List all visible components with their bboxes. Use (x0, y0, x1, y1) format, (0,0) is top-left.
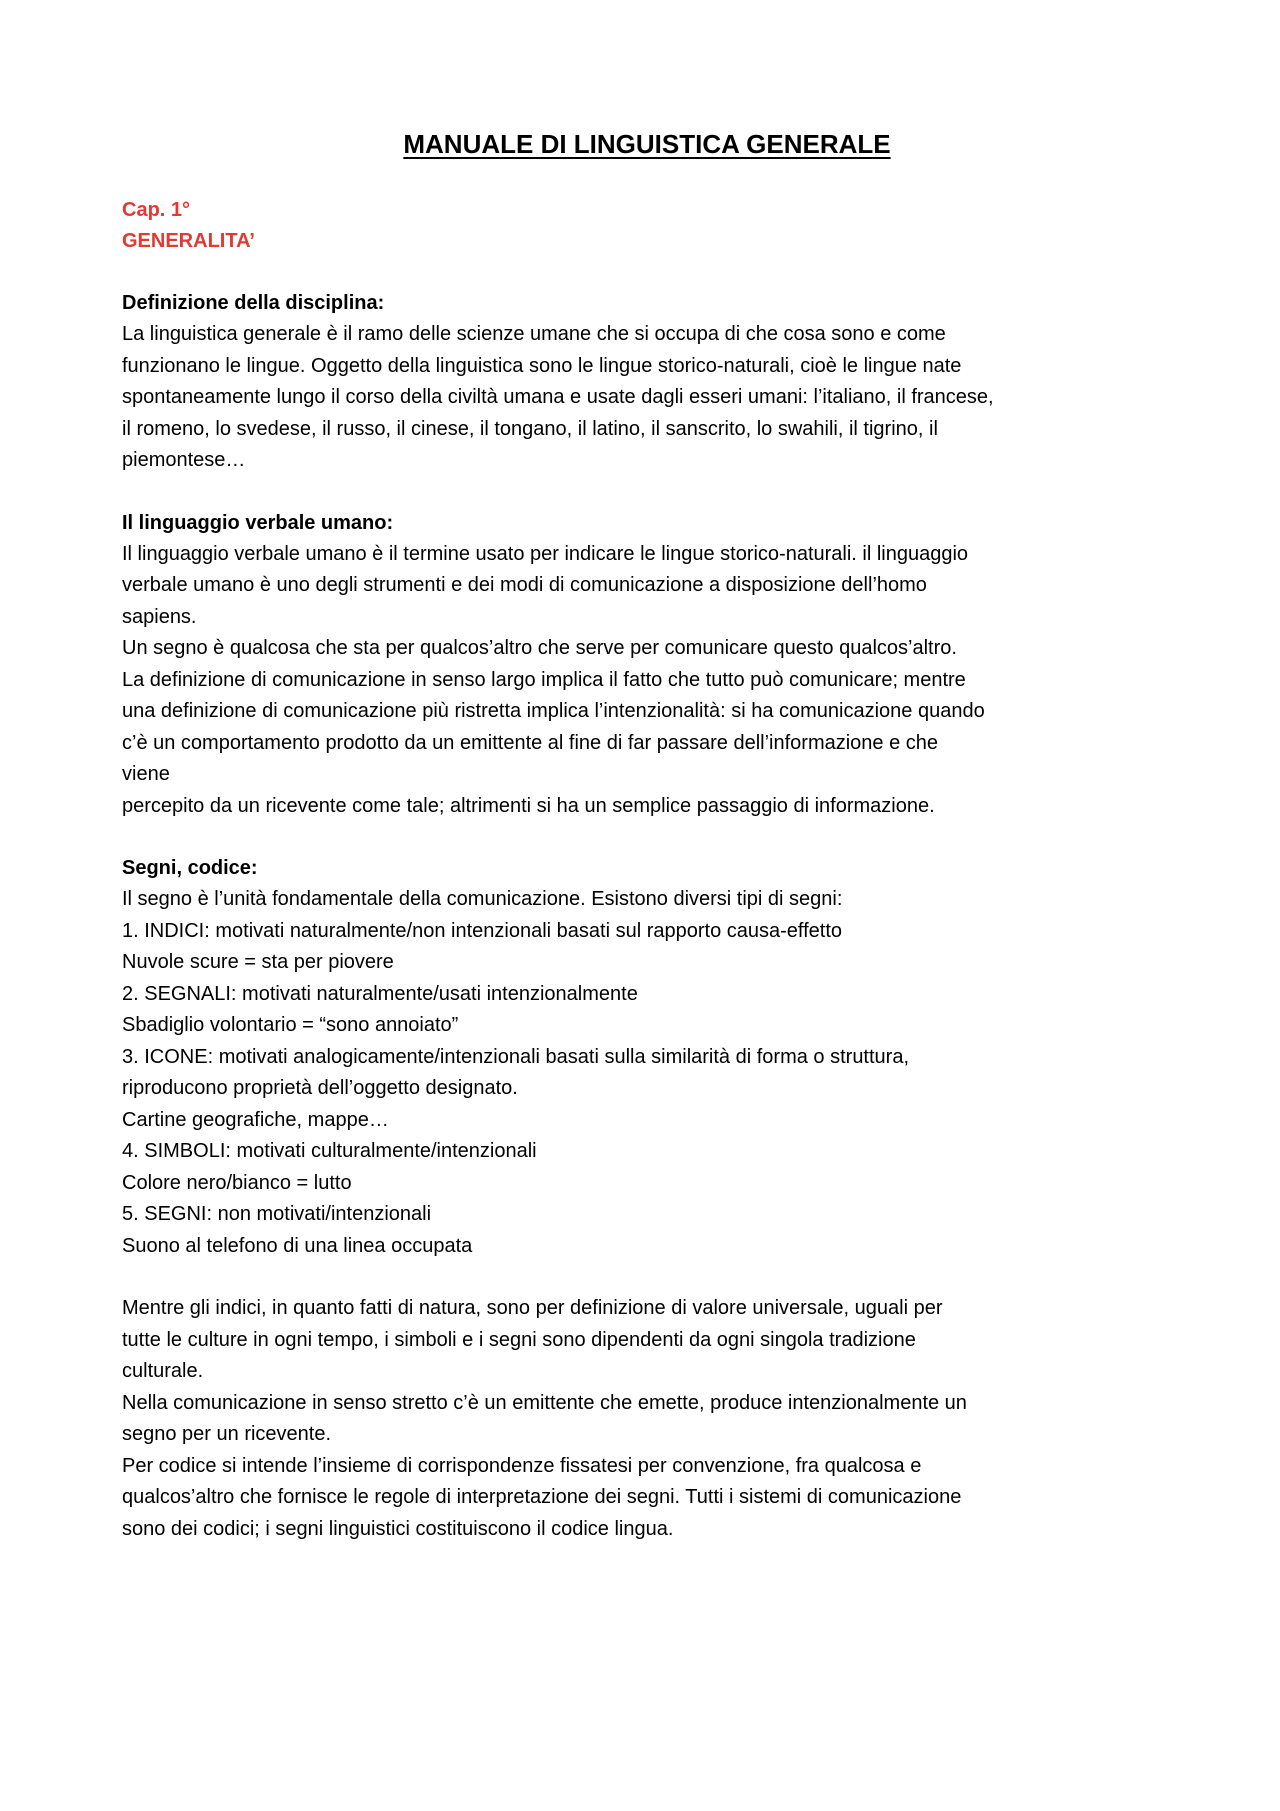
paragraph-line: La definizione di comunicazione in senso largo implica il fatto che tutto può comunicare; mentre (122, 668, 966, 691)
paragraph-line: sapiens. (122, 605, 197, 628)
paragraph-line: Nuvole scure = sta per piovere (122, 951, 394, 973)
section (122, 288, 1180, 477)
paragraph-line: 3. ICONE: motivati analogicamente/intenzionali basati sulla similarità di forma o struttura, (122, 1045, 910, 1068)
paragraph-line: piemontese… (122, 449, 246, 471)
section-heading: Definizione della disciplina: (122, 292, 385, 314)
paragraph-line: segno per un ricevente. (122, 1423, 332, 1445)
paragraph-line: Colore nero/bianco = lutto (122, 1171, 352, 1194)
paragraph-line: 1. INDICI: motivati naturalmente/non intenzionali basati sul rapporto causa-effetto (122, 919, 843, 942)
paragraph-line: percepito da un ricevente come tale; altrimenti si ha un semplice passaggio di informazione. (122, 794, 935, 817)
chapter-title: GENERALITA’ (122, 230, 255, 252)
paragraph-line: Mentre gli indici, in quanto fatti di natura, sono per definizione di valore universale, uguali per (122, 1297, 943, 1319)
chapter-number: Cap. 1° (122, 199, 191, 221)
section-heading: Segni, codice: (122, 857, 258, 879)
paragraph-line: Nella comunicazione in senso stretto c’è un emittente che emette, produce intenzionalmente un (122, 1391, 967, 1414)
paragraph-line: 2. SEGNALI: motivati naturalmente/usati intenzionalmente (122, 982, 638, 1005)
paragraph-line: il romeno, lo svedese, il russo, il cinese, il tongano, il latino, il sanscrito, lo swahili, il tigrino, il (122, 417, 938, 440)
section (122, 508, 1180, 823)
paragraph-line: viene (122, 763, 170, 785)
chapter-header (122, 195, 1180, 257)
paragraph-line: Suono al telefono di una linea occupata (122, 1234, 473, 1257)
paragraph-line: riproducono proprietà dell’oggetto designato. (122, 1077, 518, 1099)
paragraph-line: Il linguaggio verbale umano è il termine usato per indicare le lingue storico-naturali. il linguaggio (122, 542, 969, 565)
paragraph-line: tutte le culture in ogni tempo, i simboli e i segni sono dipendenti da ogni singola tradizione (122, 1328, 916, 1351)
paragraph-line: Per codice si intende l’insieme di corrispondenze fissatesi per convenzione, fra qualcosa e (122, 1454, 922, 1477)
paragraph-line: culturale. (122, 1360, 204, 1382)
document-title: MANUALE DI LINGUISTICA GENERALE (403, 129, 891, 159)
paragraph-line: 5. SEGNI: non motivati/intenzionali (122, 1203, 432, 1225)
paragraph-line: qualcos’altro che fornisce le regole di interpretazione dei segni. Tutti i sistemi di comunicazione (122, 1486, 962, 1508)
paragraph-line: Cartine geografiche, mappe… (122, 1108, 389, 1131)
document-body (122, 288, 1180, 1545)
section (122, 853, 1180, 1262)
paragraph-line: verbale umano è uno degli strumenti e dei modi di comunicazione a disposizione dell’homo (122, 574, 927, 596)
section-heading: Il linguaggio verbale umano: (122, 511, 394, 534)
paragraph-line: spontaneamente lungo il corso della civiltà umana e usate dagli esseri umani: l’italiano, il francese, (122, 386, 994, 408)
paragraph-line: una definizione di comunicazione più ristretta implica l’intenzionalità: si ha comunicazione quando (122, 700, 985, 722)
paragraph-line: c’è un comportamento prodotto da un emittente al fine di far passare dell’informazione e che (122, 731, 939, 754)
paragraph-line: Un segno è qualcosa che sta per qualcos’altro che serve per comunicare questo qualcos’altro. (122, 637, 957, 659)
paragraph-line: La linguistica generale è il ramo delle scienze umane che si occupa di che cosa sono e come (122, 323, 946, 345)
paragraph-line: funzionano le lingue. Oggetto della linguistica sono le lingue storico-naturali, cioè le lingue nate (122, 354, 962, 377)
paragraph-line: 4. SIMBOLI: motivati culturalmente/intenzionali (122, 1140, 537, 1162)
section (122, 1293, 1180, 1545)
paragraph-line: Sbadiglio volontario = “sono annoiato” (122, 1014, 459, 1036)
paragraph-line: sono dei codici; i segni linguistici costituiscono il codice lingua. (122, 1517, 674, 1540)
paragraph-line: Il segno è l’unità fondamentale della comunicazione. Esistono diversi tipi di segni: (122, 888, 843, 910)
